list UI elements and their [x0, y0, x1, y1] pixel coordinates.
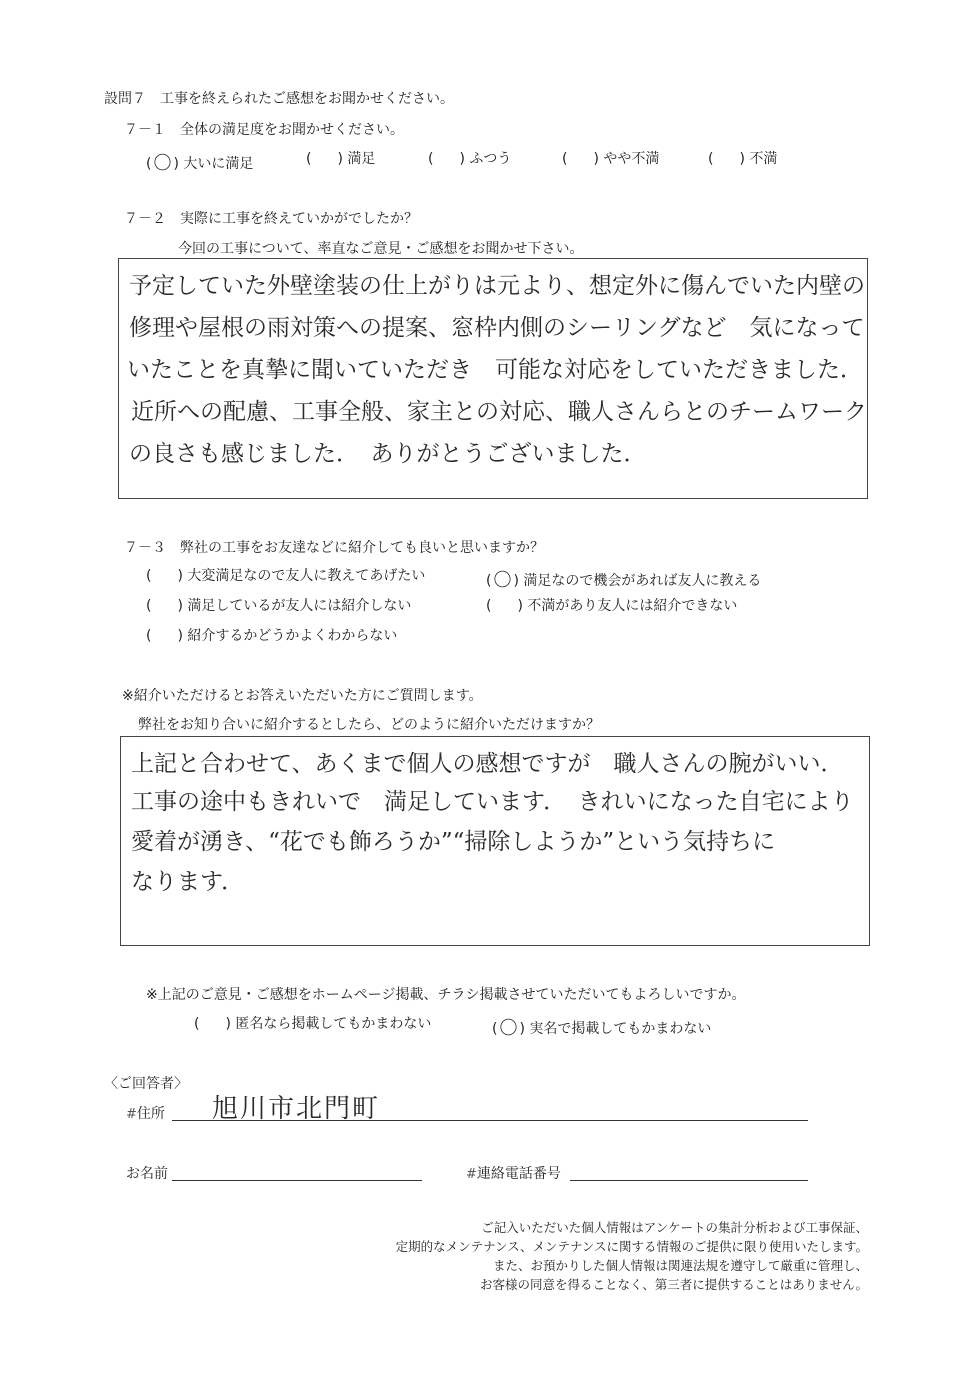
option-average[interactable]: ( ) ふつう	[428, 151, 512, 167]
option-label: 実名で掲載してもかまわない	[529, 1021, 712, 1037]
selected-circle-mark: 〇	[153, 153, 172, 174]
option-satisfied[interactable]: ( ) 満足	[306, 151, 376, 167]
privacy-note-line: 定期的なメンテナンス、メンテナンスに関する情報のご提供に限り使用いたします。	[395, 1239, 868, 1254]
referral-answer-box[interactable]	[120, 736, 870, 946]
option-dissatisfied[interactable]: ( ) 不満	[708, 151, 778, 167]
question-7-2-sub: 今回の工事について、率直なご意見・ご感想をお聞かせ下さい。	[178, 241, 584, 257]
option-anonymous-publish[interactable]: ( ) 匿名なら掲載してもかまわない	[194, 1016, 432, 1032]
handwritten-line: なります．	[131, 869, 245, 895]
phone-label: #連絡電話番号	[466, 1166, 561, 1182]
selected-circle-mark: 〇	[499, 1018, 518, 1039]
publish-question: ※上記のご意見・ご感想をホームページ掲載、チラシ掲載させていただいてもよろしいですか。	[146, 987, 746, 1003]
referral-question: 弊社をお知り合いに紹介するとしたら、どのように紹介いただけますか？	[138, 717, 600, 733]
option-label: 紹介するかどうかよくわからない	[187, 628, 398, 644]
phone-field[interactable]	[570, 1180, 808, 1181]
option-label: やや不満	[603, 151, 660, 167]
question-7-2-label: ７－２ 実際に工事を終えていかがでしたか？	[124, 211, 418, 227]
option-satisfied-no-referral[interactable]: ( ) 満足しているが友人には紹介しない	[146, 598, 412, 614]
handwritten-line: 愛着が湧き、“花でも飾ろうか”“掃除しようか”という気持ちに	[131, 829, 776, 855]
handwritten-line: いたことを真摯に聞いていただき 可能な対応をしていただきました．	[127, 357, 863, 383]
privacy-note-line: ご記入いただいた個人情報はアンケートの集計分析および工事保証、	[481, 1220, 868, 1235]
option-label: 満足	[347, 151, 376, 167]
name-label: お名前	[126, 1166, 168, 1182]
option-recommend-if-chance[interactable]: ( 〇 ) 満足なので機会があれば友人に教える	[486, 565, 761, 591]
handwritten-line: 予定していた外壁塗装の仕上がりは元より、想定外に傷んでいた内壁の	[129, 273, 865, 299]
address-field[interactable]: 旭川市北門町	[212, 1094, 381, 1124]
option-real-name-publish[interactable]: ( 〇 ) 実名で掲載してもかまわない	[492, 1013, 711, 1039]
handwritten-line: 近所への配慮、工事全般、家主との対応、職人さんらとのチームワーク	[131, 399, 867, 425]
question-7-1-label: ７－１ 全体の満足度をお聞かせください。	[124, 122, 404, 138]
option-label: 満足しているが友人には紹介しない	[187, 598, 412, 614]
referral-note: ※紹介いただけるとお答えいただいた方にご質問します。	[122, 688, 483, 704]
option-label: 匿名なら掲載してもかまわない	[235, 1016, 432, 1032]
name-field[interactable]	[172, 1180, 422, 1181]
question-7-3-label: ７－３ 弊社の工事をお友達などに紹介しても良いと思いますか？	[124, 540, 544, 556]
selected-circle-mark: 〇	[493, 570, 512, 591]
option-label: 大変満足なので友人に教えてあげたい	[187, 568, 426, 584]
address-label-text: 住所	[136, 1106, 165, 1122]
option-somewhat-dissatisfied[interactable]: ( ) やや不満	[562, 151, 660, 167]
handwritten-line: の良さも感じました． ありがとうございました．	[129, 441, 647, 467]
privacy-note-line: お客様の同意を得ることなく、第三者に提供することはありません。	[479, 1277, 868, 1292]
privacy-note-line: また、お預かりした個人情報は関連法規を遵守して厳重に管理し、	[492, 1258, 868, 1273]
option-very-satisfied[interactable]: ( 〇 ) 大いに満足	[146, 148, 253, 174]
impression-answer-box[interactable]	[118, 258, 868, 499]
phone-label-text: 連絡電話番号	[476, 1166, 561, 1182]
handwritten-line: 工事の途中もきれいで 満足しています． きれいになった自宅により	[131, 789, 854, 815]
option-label: 大いに満足	[183, 156, 254, 172]
handwritten-line: 修理や屋根の雨対策への提案、窓枠内側のシーリングなど 気になって	[129, 315, 865, 341]
option-recommend-enthusiastic[interactable]: ( ) 大変満足なので友人に教えてあげたい	[146, 568, 426, 584]
option-label: 不満があり友人には紹介できない	[527, 598, 738, 614]
question-7-title: 設問７ 工事を終えられたご感想をお聞かせください。	[104, 91, 454, 107]
option-unsure[interactable]: ( ) 紹介するかどうかよくわからない	[146, 628, 398, 644]
option-label: 満足なので機会があれば友人に教える	[523, 573, 762, 589]
handwritten-line: 上記と合わせて、あくまで個人の感想ですが 職人さんの腕がいい．	[131, 751, 844, 777]
option-label: 不満	[749, 151, 778, 167]
address-label: #住所	[126, 1106, 165, 1122]
option-dissatisfied-no-referral[interactable]: ( ) 不満があり友人には紹介できない	[486, 598, 738, 614]
respondent-heading: 〈ご回答者〉	[104, 1076, 188, 1092]
option-label: ふつう	[469, 151, 512, 167]
